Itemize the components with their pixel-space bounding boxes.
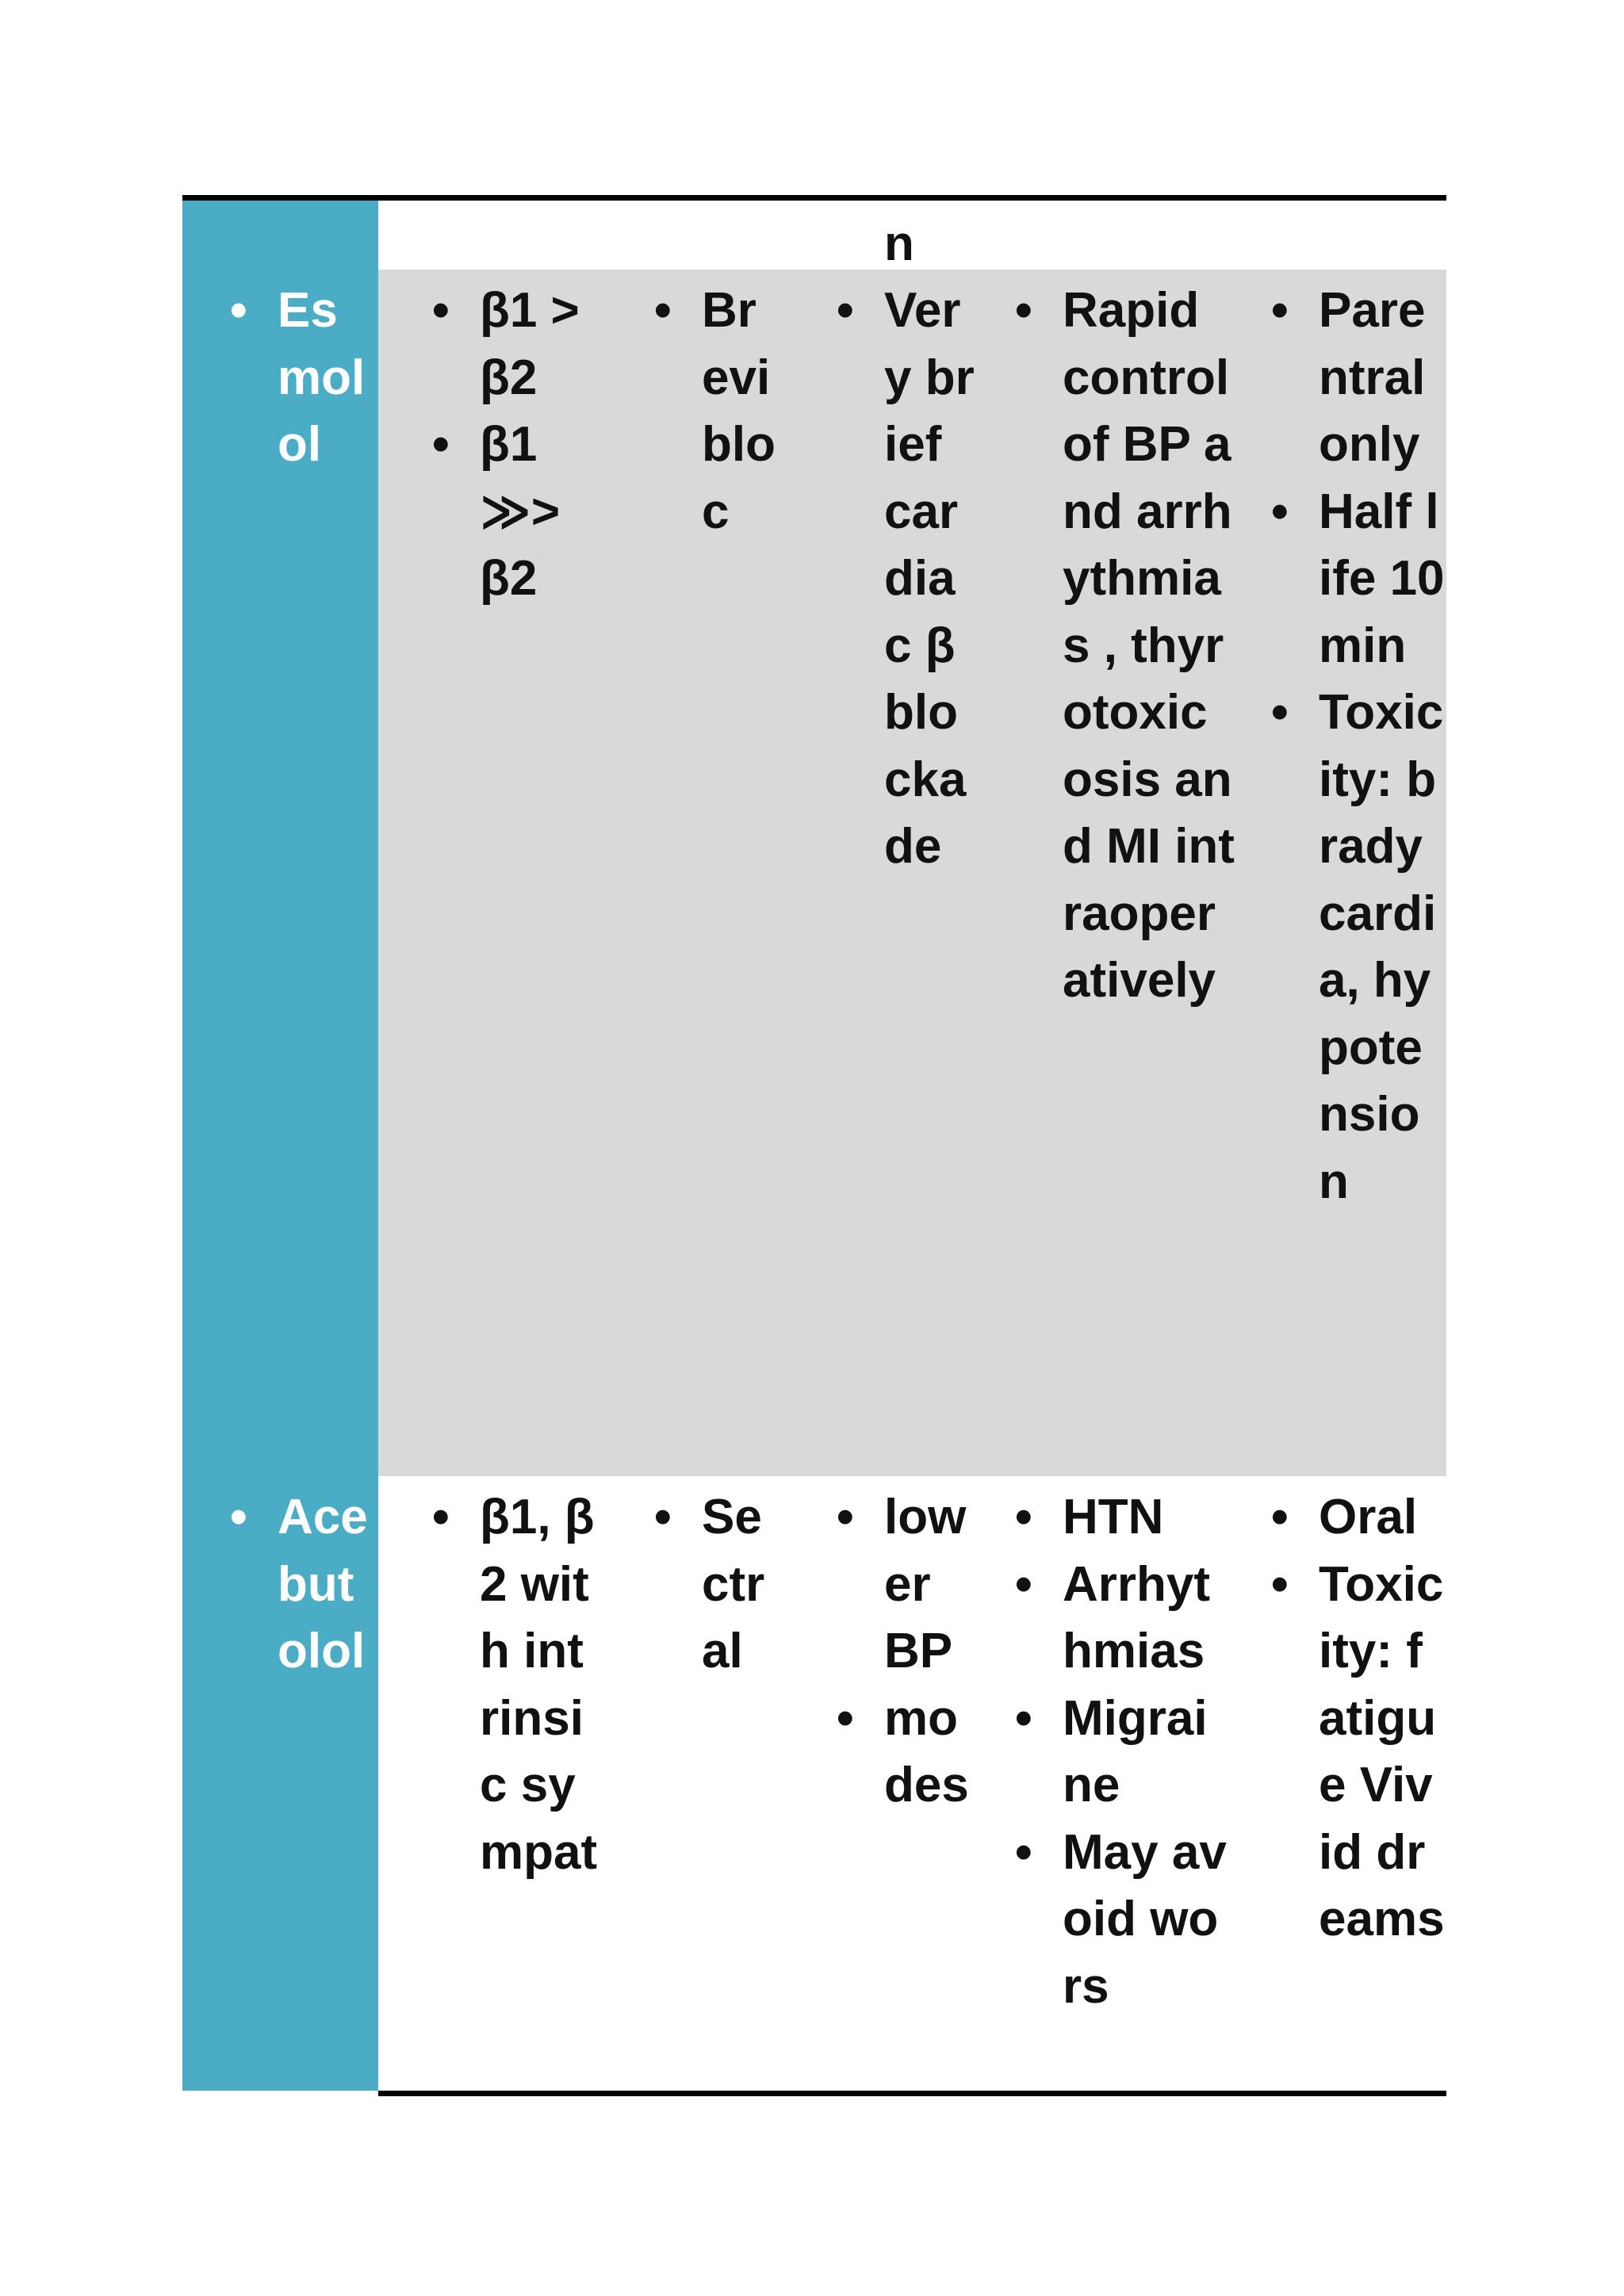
receptor-cell <box>432 277 599 613</box>
drug-name: • Acebutolol <box>230 1484 378 1686</box>
notes-item: • Parentral only <box>1271 277 1446 479</box>
drug-cell <box>230 277 378 479</box>
effect-item: • modes <box>837 1686 975 1820</box>
table-top-rule <box>182 195 1446 201</box>
receptor-item: • β1 ≫> β2 <box>432 411 599 613</box>
use-cell <box>1015 277 1237 1015</box>
effect-cell <box>837 277 975 881</box>
property-item: • Sectral <box>654 1484 781 1686</box>
continued-cell <box>837 211 975 278</box>
property-cell <box>654 277 781 545</box>
use-item: • May avoid wors <box>1015 1820 1237 2021</box>
property-item: • Brevibloc <box>654 277 781 545</box>
notes-item: • Oral <box>1271 1484 1446 1552</box>
effect-item: • lower BP <box>837 1484 975 1686</box>
receptor-item: • β1 >β2 <box>432 277 599 411</box>
table-row-acebutolol <box>182 1484 1446 2091</box>
notes-item: • Toxicity: bradycardia, hypotension <box>1271 679 1446 1215</box>
continued-fragment: n <box>884 216 914 271</box>
use-item: • HTN <box>1015 1484 1237 1552</box>
notes-item: • Toxicity: fatigue Vivid dreams <box>1271 1552 1446 1954</box>
drug-table <box>182 195 1446 2096</box>
table-row-esmolol <box>182 277 1446 1476</box>
notes-item: • Half life 10 min <box>1271 479 1446 680</box>
effect-cell <box>837 1484 975 1820</box>
table-bottom-rule <box>378 2091 1446 2096</box>
use-item: • Rapid control of BP and arrhythmias , thyrotoxicosis and MI intraoperatively <box>1015 277 1237 1015</box>
drug-name: • Esmolol <box>230 277 378 479</box>
use-cell <box>1015 1484 1237 2020</box>
notes-cell <box>1271 1484 1446 1954</box>
property-cell <box>654 1484 781 1686</box>
table-row-continued <box>182 211 1446 270</box>
receptor-cell <box>432 1484 599 1886</box>
notes-cell <box>1271 277 1446 1215</box>
drug-cell <box>230 1484 378 1686</box>
use-item: • Migraine <box>1015 1686 1237 1820</box>
effect-item: • Very brief cardiac β blockade <box>837 277 975 881</box>
receptor-item: • β1, β2 with intrinsic sympat <box>432 1484 599 1886</box>
use-item: • Arrhythmias <box>1015 1552 1237 1686</box>
